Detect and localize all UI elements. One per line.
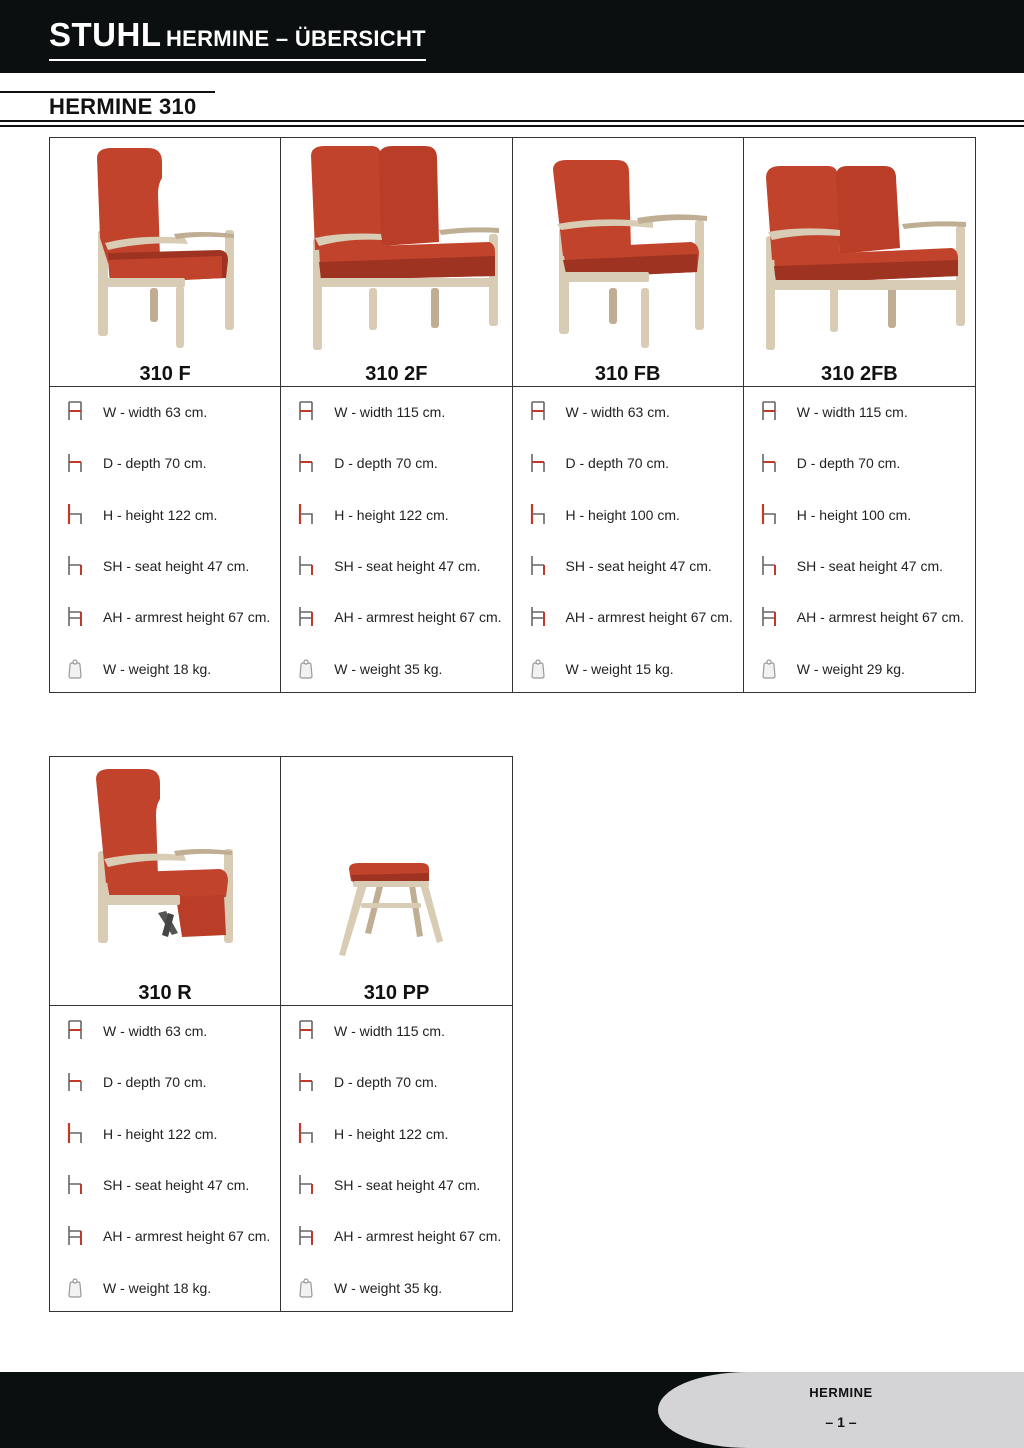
product-card [50, 138, 281, 692]
model-name: 310 R [138, 982, 192, 1004]
divider [513, 386, 743, 387]
spec-text: W - weight 18 kg. [103, 660, 212, 677]
width-icon [529, 399, 547, 423]
spec-row [513, 500, 743, 530]
model-name: 310 PP [363, 982, 430, 1004]
spec-text: H - height 122 cm. [334, 506, 449, 523]
spec-row [281, 602, 511, 632]
spec-row [281, 551, 511, 581]
spec-text: H - height 122 cm. [103, 1125, 218, 1142]
spec-text: D - depth 70 cm. [796, 455, 901, 472]
armchair-low-back-image [513, 138, 743, 360]
spec-text: W - weight 15 kg. [565, 660, 674, 677]
spec-text: H - height 122 cm. [334, 1125, 449, 1142]
divider [50, 386, 280, 387]
spec-text: SH - seat height 47 cm. [565, 557, 712, 574]
spec-row [513, 602, 743, 632]
section-rule [0, 125, 1024, 127]
spec-row [281, 654, 511, 684]
width-icon [297, 1018, 315, 1042]
weight-icon [529, 656, 547, 680]
height-icon [529, 502, 547, 526]
spec-text: W - width 115 cm. [796, 404, 908, 420]
divider [744, 386, 975, 387]
spec-row [744, 654, 975, 684]
section-rule [0, 120, 1024, 122]
spec-row [50, 1119, 280, 1149]
armchair-high-back-image [50, 138, 280, 360]
height-icon [297, 502, 315, 526]
footer-tab [658, 1372, 1024, 1448]
spec-text: H - height 100 cm. [565, 506, 680, 523]
weight-icon [297, 1275, 315, 1299]
page-number: – 1 – [825, 1414, 857, 1430]
footer-label: HERMINE [809, 1385, 873, 1400]
weight-icon [760, 656, 778, 680]
depth-icon [297, 1069, 315, 1093]
spec-text: W - weight 18 kg. [103, 1279, 212, 1296]
spec-row [50, 602, 280, 632]
product-card [281, 138, 512, 692]
spec-row [281, 397, 511, 427]
armrest-height-icon [66, 1223, 84, 1247]
spec-row [281, 1273, 512, 1303]
spec-text: W - width 63 cm. [103, 1023, 208, 1039]
spec-row [50, 448, 280, 478]
armrest-height-icon [529, 604, 547, 628]
spec-row [513, 397, 743, 427]
product-card [744, 138, 975, 692]
depth-icon [66, 450, 84, 474]
spec-row [50, 397, 280, 427]
model-name: 310 FB [594, 363, 661, 385]
spec-row [50, 654, 280, 684]
weight-icon [66, 1275, 84, 1299]
spec-text: SH - seat height 47 cm. [796, 557, 944, 574]
footstool-image [281, 757, 512, 979]
seat-height-icon [297, 1172, 315, 1196]
spec-text: AH - armrest height 67 cm. [796, 609, 965, 626]
width-icon [66, 1018, 84, 1042]
seat-height-icon [66, 553, 84, 577]
spec-text: D - depth 70 cm. [103, 1074, 207, 1091]
spec-text: D - depth 70 cm. [334, 1074, 438, 1091]
spec-row [513, 654, 743, 684]
height-icon [66, 502, 84, 526]
depth-icon [66, 1069, 84, 1093]
spec-text: W - width 115 cm. [334, 1023, 445, 1039]
section-title: HERMINE 310 [49, 94, 197, 119]
width-icon [297, 399, 315, 423]
product-grid-row-2 [49, 756, 513, 1312]
seat-height-icon [529, 553, 547, 577]
depth-icon [760, 450, 778, 474]
spec-text: SH - seat height 47 cm. [103, 557, 250, 574]
weight-icon [297, 656, 315, 680]
spec-row [281, 1016, 512, 1046]
product-card [50, 757, 281, 1311]
spec-row [50, 1016, 280, 1046]
product-grid-row-1 [49, 137, 976, 693]
spec-row [744, 397, 975, 427]
spec-row [744, 551, 975, 581]
armrest-height-icon [760, 604, 778, 628]
spec-row [50, 1221, 280, 1251]
divider [281, 1005, 512, 1006]
seat-height-icon [297, 553, 315, 577]
page-title-main: STUHL [49, 16, 162, 53]
two-seat-sofa-high-back-image [281, 138, 511, 360]
spec-text: AH - armrest height 67 cm. [334, 609, 502, 626]
spec-text: AH - armrest height 67 cm. [103, 609, 271, 626]
spec-row [281, 500, 511, 530]
spec-text: AH - armrest height 67 cm. [103, 1228, 271, 1245]
height-icon [66, 1121, 84, 1145]
spec-text: SH - seat height 47 cm. [334, 557, 481, 574]
page-title [49, 18, 426, 61]
spec-text: AH - armrest height 67 cm. [565, 609, 733, 626]
spec-text: D - depth 70 cm. [334, 455, 438, 472]
spec-row [50, 551, 280, 581]
spec-text: H - height 122 cm. [103, 506, 218, 523]
spec-text: SH - seat height 47 cm. [103, 1176, 250, 1193]
model-name: 310 2F [365, 363, 428, 385]
weight-icon [66, 656, 84, 680]
width-icon [66, 399, 84, 423]
spec-row [281, 1221, 512, 1251]
seat-height-icon [66, 1172, 84, 1196]
header-bar [0, 0, 1024, 73]
spec-text: W - weight 35 kg. [334, 660, 443, 677]
armrest-height-icon [297, 604, 315, 628]
seat-height-icon [760, 553, 778, 577]
spec-row [281, 1067, 512, 1097]
spec-text: SH - seat height 47 cm. [334, 1176, 481, 1193]
spec-row [744, 602, 975, 632]
spec-row [50, 1067, 280, 1097]
depth-icon [529, 450, 547, 474]
recliner-armchair-image [50, 757, 280, 979]
spec-row [744, 448, 975, 478]
spec-text: W - width 63 cm. [103, 404, 208, 420]
spec-text: AH - armrest height 67 cm. [334, 1228, 502, 1245]
width-icon [760, 399, 778, 423]
spec-text: W - weight 35 kg. [334, 1279, 443, 1296]
spec-text: H - height 100 cm. [796, 506, 912, 523]
model-name: 310 F [139, 363, 191, 385]
spec-row [513, 448, 743, 478]
depth-icon [297, 450, 315, 474]
two-seat-sofa-low-back-image [744, 138, 975, 360]
spec-text: W - width 115 cm. [334, 404, 446, 420]
section-rule-top [0, 91, 215, 93]
divider [281, 386, 511, 387]
product-card [281, 757, 512, 1311]
spec-row [513, 551, 743, 581]
spec-text: W - width 63 cm. [565, 404, 670, 420]
spec-text: W - weight 29 kg. [796, 660, 905, 677]
spec-row [50, 500, 280, 530]
height-icon [760, 502, 778, 526]
spec-row [50, 1273, 280, 1303]
armrest-height-icon [297, 1223, 315, 1247]
height-icon [297, 1121, 315, 1145]
model-name: 310 2FB [821, 363, 898, 385]
spec-row [50, 1170, 280, 1200]
spec-row [281, 448, 511, 478]
spec-row [744, 500, 975, 530]
spec-text: D - depth 70 cm. [565, 455, 669, 472]
spec-row [281, 1119, 512, 1149]
section-heading [0, 90, 1024, 130]
spec-text: D - depth 70 cm. [103, 455, 207, 472]
armrest-height-icon [66, 604, 84, 628]
spec-row [281, 1170, 512, 1200]
page-title-sub: HERMINE – ÜBERSICHT [165, 26, 426, 51]
product-card [513, 138, 744, 692]
divider [50, 1005, 280, 1006]
